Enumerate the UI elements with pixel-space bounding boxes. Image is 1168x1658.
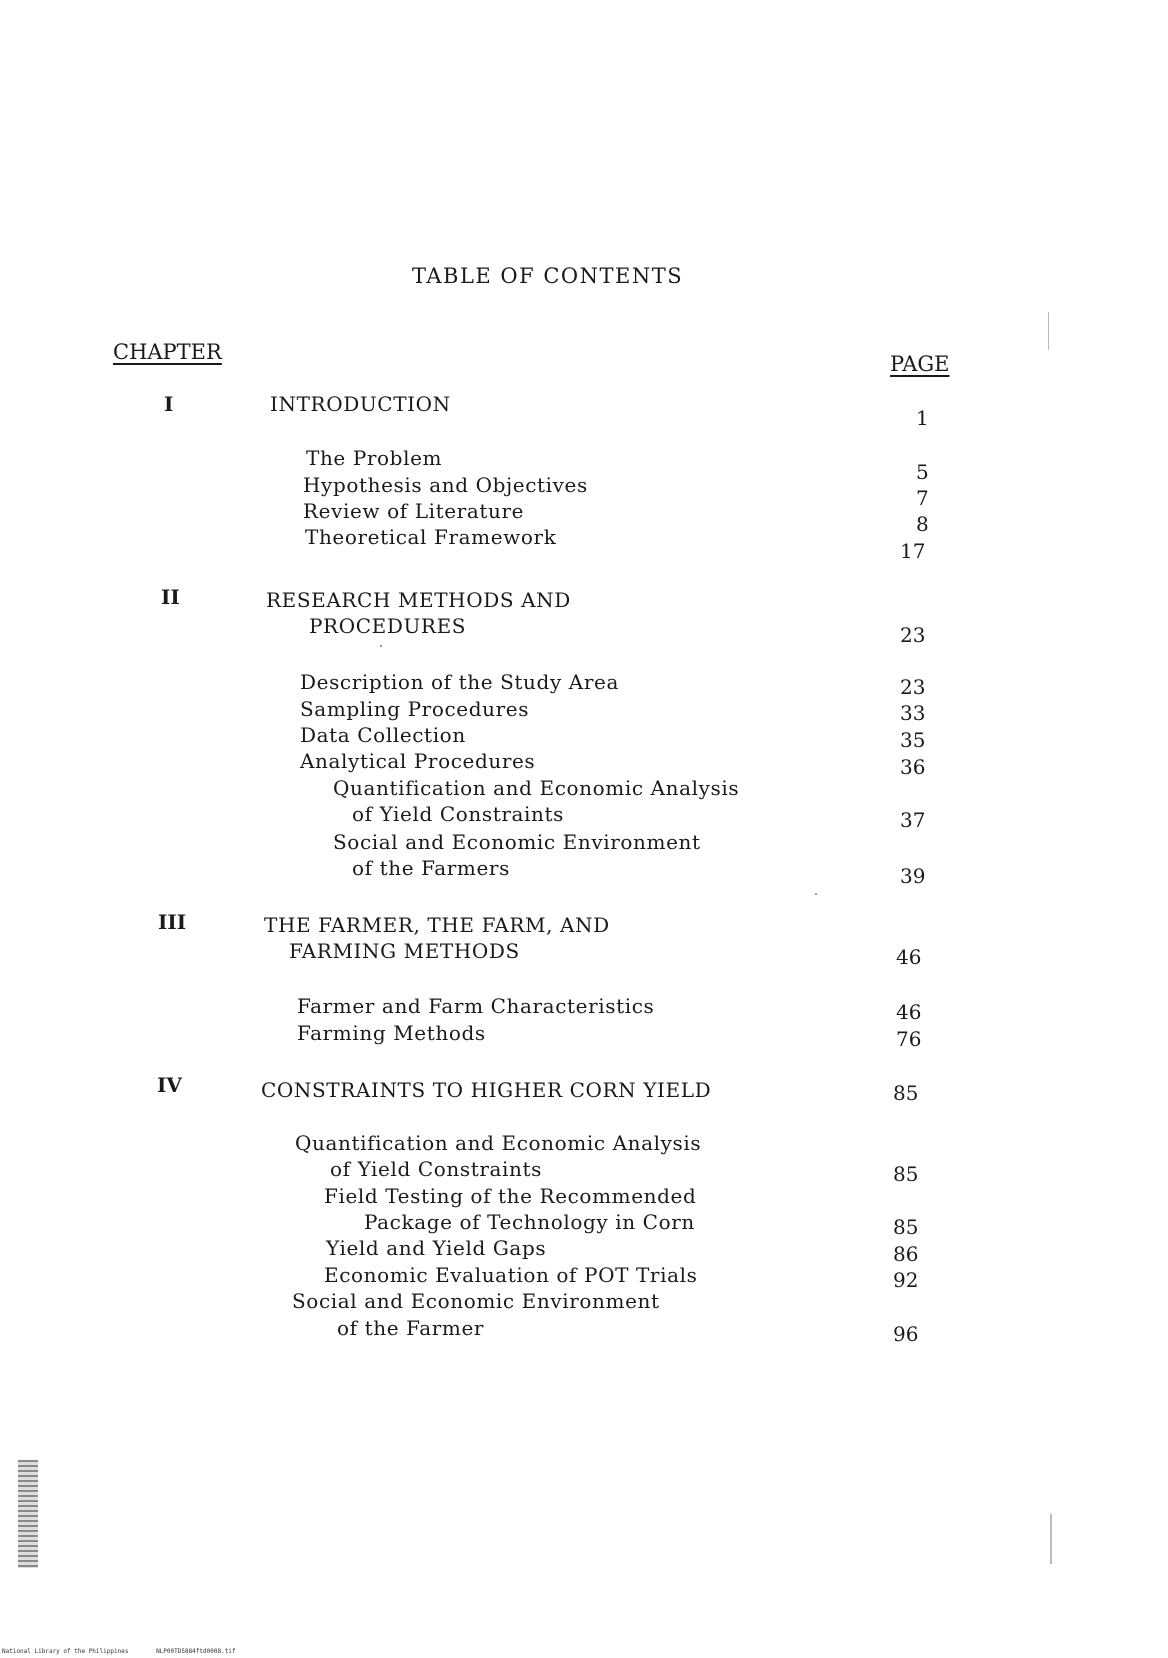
toc-page-number: 96 [893,1322,919,1346]
toc-page-number: 46 [896,1000,922,1024]
toc-entry: Farming Methods [297,1021,486,1045]
toc-entry-continued: of Yield Constraints [330,1157,543,1181]
toc-entry: Farmer and Farm Characteristics [297,994,655,1018]
toc-page-number: 35 [900,728,926,752]
toc-page-number: 92 [893,1268,919,1292]
toc-page-number: 85 [893,1081,919,1105]
toc-page-number: 5 [916,460,929,484]
toc-page-number: 37 [900,808,926,832]
toc-subentry-continued: Package of Technology in Corn [364,1210,695,1234]
toc-subentry: Yield and Yield Gaps [326,1236,547,1260]
toc-page-number: 8 [916,512,929,536]
toc-subentry: Field Testing of the Recommended [324,1184,697,1208]
toc-entry: Sampling Procedures [300,697,530,721]
toc-subentry: Economic Evaluation of POT Trials [324,1263,698,1287]
toc-subentry: Quantification and Economic Analysis [333,776,740,800]
footer-library: National Library of the Philippines [2,1648,129,1655]
toc-entry: The Problem [306,446,443,470]
toc-chapter-title: THE FARMER, THE FARM, AND [264,913,610,937]
chapter-number: II [161,585,180,609]
scan-speck [815,893,817,895]
toc-page-number: 7 [916,486,929,510]
chapter-number: III [158,910,187,934]
toc-chapter-title: RESEARCH METHODS AND [266,588,571,612]
page-title: TABLE OF CONTENTS [412,264,684,288]
toc-entry: Quantification and Economic Analysis [295,1131,702,1155]
toc-page-number: 39 [900,864,926,888]
scan-speck [380,645,382,647]
toc-chapter-title-continued: PROCEDURES [309,614,467,638]
toc-entry: Data Collection [300,723,466,747]
toc-subentry-continued: of Yield Constraints [352,802,565,826]
toc-page-number: 36 [900,755,926,779]
toc-subentry-continued: of the Farmers [352,856,510,880]
toc-page-number: 46 [896,945,922,969]
toc-page-number: 23 [900,675,926,699]
chapter-column-header: CHAPTER [113,340,222,364]
scan-footer [2,1648,260,1655]
toc-entry-continued: of the Farmer [337,1316,485,1340]
toc-chapter-title-continued: FARMING METHODS [289,939,520,963]
chapter-number: IV [157,1073,182,1097]
toc-subentry: Social and Economic Environment [333,830,701,854]
toc-page-number: 23 [900,623,926,647]
page-column-header: PAGE [890,352,950,376]
toc-entry: Review of Literature [303,499,525,523]
toc-entry: Hypothesis and Objectives [303,473,588,497]
scan-margin-mark [1048,312,1049,350]
toc-entry: Theoretical Framework [305,525,557,549]
toc-page-number: 1 [916,406,929,430]
footer-filename: NLP00TD5884ftd0008.tif [156,1648,236,1655]
toc-chapter-title: CONSTRAINTS TO HIGHER CORN YIELD [261,1078,712,1102]
toc-page-number: 76 [896,1027,922,1051]
toc-page-number: 85 [893,1215,919,1239]
toc-page-number: 86 [893,1242,919,1266]
scan-margin-mark [1050,1514,1052,1564]
toc-entry: Social and Economic Environment [292,1289,660,1313]
toc-entry: Description of the Study Area [300,670,619,694]
scan-edge-noise [18,1460,38,1568]
toc-page-number: 85 [893,1162,919,1186]
chapter-number: I [164,392,174,416]
toc-page-number: 17 [900,539,926,563]
toc-page-number: 33 [900,701,926,725]
toc-entry: Analytical Procedures [300,749,536,773]
toc-chapter-title: INTRODUCTION [270,392,451,416]
